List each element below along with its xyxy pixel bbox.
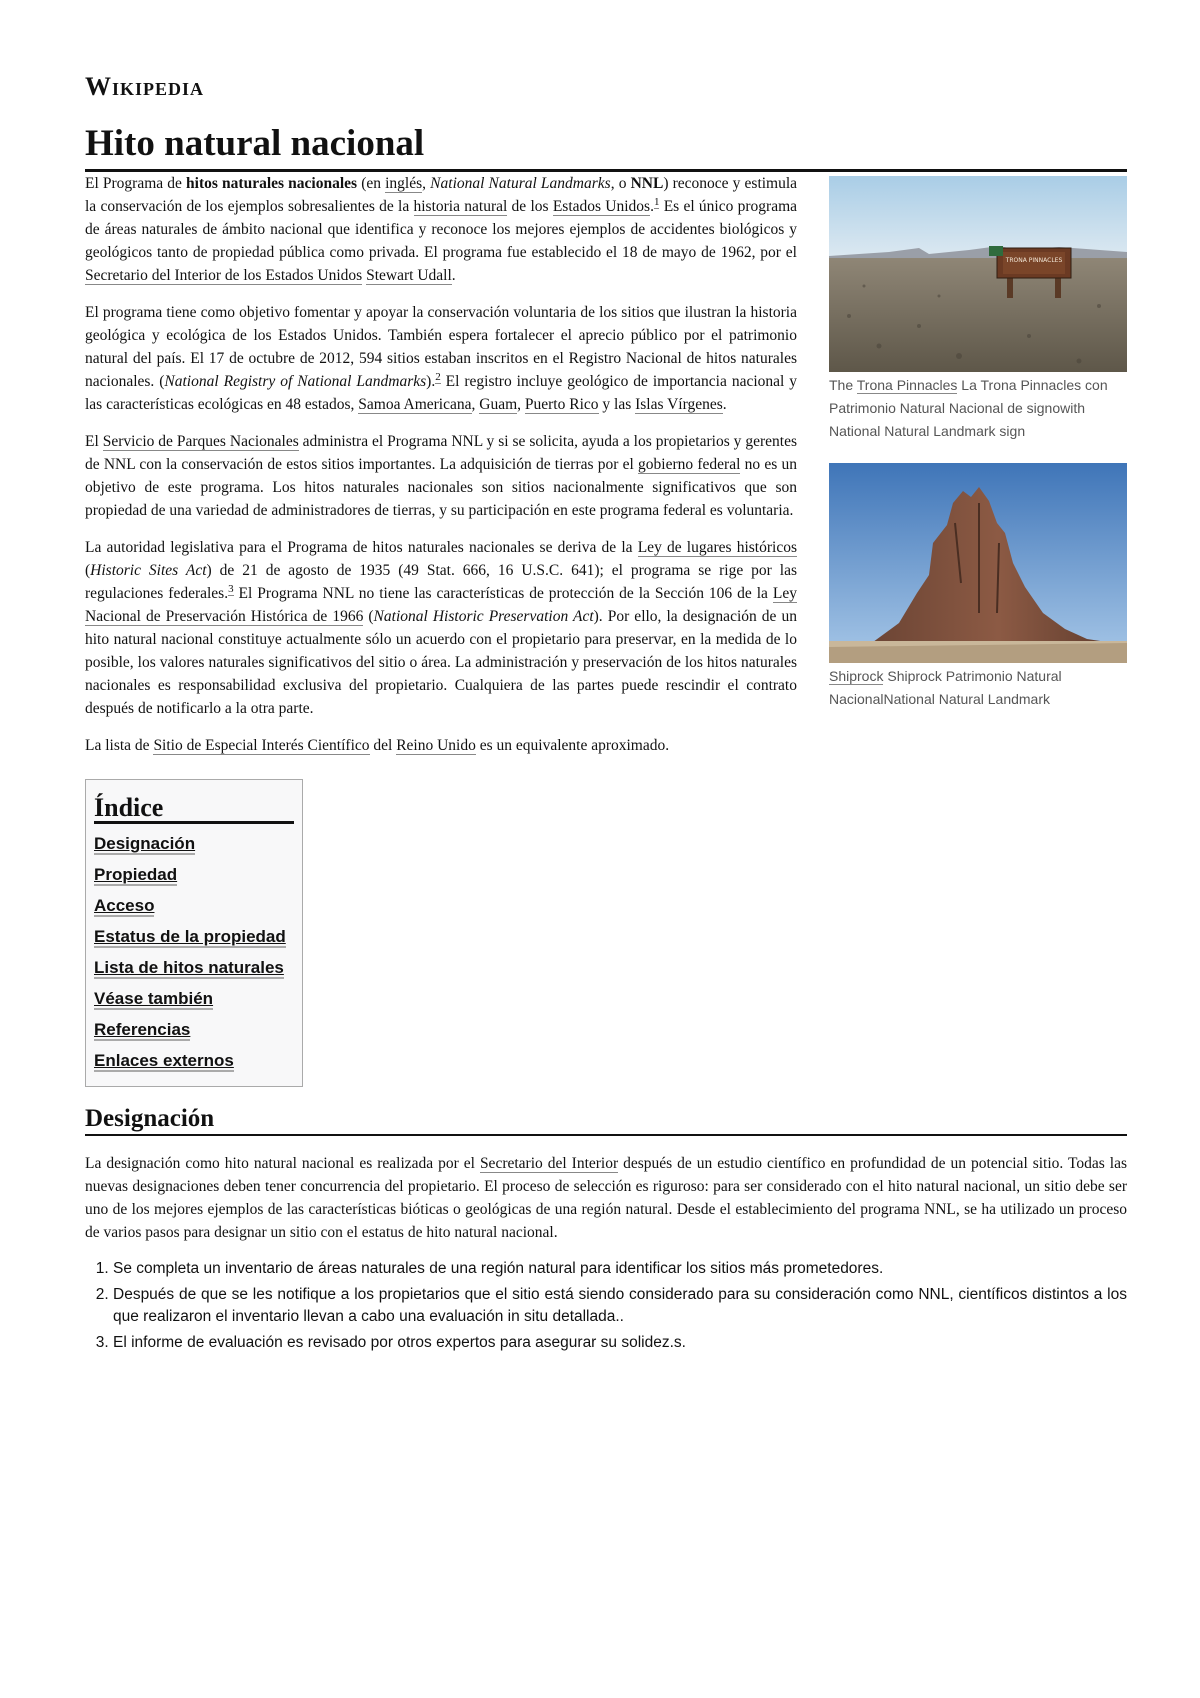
figure-caption-trona bbox=[829, 374, 1127, 443]
table-of-contents bbox=[85, 779, 303, 1087]
designacion-paragraph: La designación como hito natural nacional es realizada por el Secretario del Interior después de un estudio científico en profundidad de un potencial sitio. Todas las nuevas designaciones deben tener concurrencia del propietario. El proceso de selección es riguroso: para ser considerado con el hito natural nacional, un sitio debe ser uno de los mejores ejemplos de las características bióticas o geológicas de una región natural. Desde el establecimiento del programa NNL, se ha utilizado un proceso de varios pasos para designar un sitio con el estatus de hito natural nacional. bbox=[85, 1155, 1127, 1241]
trona-sign-text: TRONA PINNACLES bbox=[1005, 257, 1063, 264]
section-heading-designacion: Designación bbox=[85, 1107, 1127, 1136]
toc-item-vease[interactable]: Véase también bbox=[94, 989, 214, 1008]
intro-paragraph-5: La lista de Sitio de Especial Interés Científico del Reino Unido es un equivalente aproximado. bbox=[85, 737, 670, 754]
intro-paragraph-1: El Programa de hitos naturales nacionales (en inglés, National Natural Landmarks, o NNL) reconoce y estimula la conservación de los ejemplos sobresalientes de la historia natural de los Estados Unidos.$^1$ Es el único programa de áreas naturales de ámbito nacional que identifica y reconoce los mejores ejemplos de accidentes biológicos y geológicos tanto de propiedad pública como privada. El programa fue establecido el 18 de mayo de 1962, por el Secretario del Interior de los Estados Unidos Stewart Udall. bbox=[85, 175, 798, 284]
link-samoa-americana[interactable]: Samoa Americana bbox=[358, 396, 472, 413]
list-item: 3. El informe de evaluación es revisado por otros expertos para asegurar su solidez.s. bbox=[113, 1332, 1127, 1354]
link-estados-unidos[interactable]: Estados Unidos bbox=[552, 198, 651, 215]
intro-paragraph-2: El programa tiene como objetivo fomentar y apoyar la conservación voluntaria de los sitios que ilustran la historia geológica y ecológica de los Estados Unidos. También espera fortalecer el aprecio público por el patrimonio natural del país. El 17 de octubre de 2012, 594 sitios estaban inscritos en el Registro Nacional de hitos naturales nacionales. (National Registry of National Landmarks).$^2$ El registro incluye geológico de importancia nacional y las características ecológicas en 48 estados, Samoa Americana, Guam, Puerto Rico y las Islas Vírgenes. bbox=[85, 304, 798, 413]
link-stewart-udall[interactable]: Stewart Udall bbox=[366, 267, 452, 284]
toc-item-propiedad[interactable]: Propiedad bbox=[94, 865, 178, 884]
list-item: 2. Después de que se les notifique a los propietarios que el sitio está siendo considerado para su consideración como NNL, científicos distintos a los que realizaron el inventario llevan a cabo una evaluación in situ detallada.. bbox=[113, 1284, 1127, 1328]
link-guam[interactable]: Guam bbox=[479, 396, 518, 413]
figure-shiprock bbox=[829, 463, 1127, 711]
designation-steps-list bbox=[85, 1258, 1127, 1354]
link-ley-preservacion[interactable]: Ley Nacional de Preservación Histórica de 1966 bbox=[85, 585, 797, 625]
page-title: Hito natural nacional bbox=[85, 122, 1127, 172]
link-secretario-del-interior[interactable]: Secretario del Interior bbox=[479, 1155, 619, 1172]
footnote-link[interactable]: 3 bbox=[228, 582, 234, 595]
intro-paragraph-3: El Servicio de Parques Nacionales administra el Programa NNL y si se solicita, ayuda a los propietarios y gerentes de NNL con la conservación de estos sitios importantes. La adquisición de tierras por el gobierno federal no es un objetivo de este programa. Los hitos naturales nacionales son sitios nacionalmente significativos que son propiedad de una variedad de administradores de tierras, y su participación en este programa federal es voluntaria. bbox=[85, 433, 797, 519]
list-item: 1. Se completa un inventario de áreas naturales de una región natural para identificar los sitios más prometedores. bbox=[113, 1258, 1127, 1280]
trona-pinnacles-photo-icon[interactable] bbox=[829, 176, 1127, 372]
caption-text: The bbox=[829, 377, 857, 393]
link-historia-natural[interactable]: historia natural bbox=[413, 198, 508, 215]
link-gobierno-federal[interactable]: gobierno federal bbox=[638, 456, 741, 473]
footnote-link[interactable]: 1 bbox=[653, 195, 660, 208]
link-islas-virgenes[interactable]: Islas Vírgenes bbox=[635, 396, 723, 413]
intro-paragraph-4: La autoridad legislativa para el Programa de hitos naturales nacionales se deriva de la Ley de lugares históricos (Historic Sites Act) de 21 de agosto de 1935 (49 Stat. 666, 16 U.S.C. 641); el programa se rige por las regulaciones federales.$^3$ El Programa NNL no tiene las características de protección de la Sección 106 de la Ley Nacional de Preservación Histórica de 1966 (National Historic Preservation Act). Por ello, la designación de un hito natural nacional constituye actualmente sólo un acuerdo con el propietario para preservar, en la medida de lo posible, los valores naturales significativos del sitio o área. La administración y preservación de los hitos naturales nacionales es responsabilidad exclusiva del propietario. Cualquiera de las partes puede rescindir el contrato después de notificarlo a la otra parte. bbox=[85, 539, 797, 717]
link-sitio-especial[interactable]: Sitio de Especial Interés Científico bbox=[153, 737, 370, 754]
toc-item-referencias[interactable]: Referencias bbox=[94, 1020, 191, 1039]
trona-pinnacles-link[interactable]: Trona Pinnacles bbox=[856, 377, 958, 393]
toc-title: Índice bbox=[94, 796, 294, 824]
toc-item-designacion[interactable]: Designación bbox=[94, 834, 196, 853]
caption-text: Shiprock Patrimonio Natural NacionalNational Natural Landmark bbox=[829, 668, 1062, 707]
bold-term: NNL bbox=[630, 175, 664, 192]
shiprock-photo-icon[interactable] bbox=[829, 463, 1127, 663]
figure-trona bbox=[829, 176, 1127, 443]
figures-column bbox=[829, 176, 1127, 731]
toc-item-estatus[interactable]: Estatus de la propiedad bbox=[94, 927, 286, 946]
footnote-link[interactable]: 2 bbox=[435, 370, 441, 383]
link-ingles[interactable]: inglés bbox=[385, 175, 423, 192]
toc-item-lista[interactable]: Lista de hitos naturales bbox=[94, 958, 284, 977]
link-ley-lugares-historicos[interactable]: Ley de lugares históricos bbox=[637, 539, 797, 556]
toc-item-acceso[interactable]: Acceso bbox=[94, 896, 155, 915]
bold-term: hitos naturales nacionales bbox=[186, 175, 358, 192]
link-puerto-rico[interactable]: Puerto Rico bbox=[524, 396, 599, 413]
figure-caption-shiprock bbox=[829, 665, 1127, 711]
article-body bbox=[85, 172, 1127, 1354]
article-page bbox=[85, 72, 1127, 1358]
link-reino-unido[interactable]: Reino Unido bbox=[396, 737, 476, 754]
caption-text: La Trona Pinnacles con Patrimonio Natural Nacional de signowith National Natural Landmark sign bbox=[829, 377, 1108, 439]
link-servicio-parques[interactable]: Servicio de Parques Nacionales bbox=[102, 433, 299, 450]
wikipedia-logo[interactable]: Wikipedia bbox=[85, 72, 205, 101]
shiprock-link[interactable]: Shiprock bbox=[829, 668, 884, 684]
link-secretario-interior[interactable]: Secretario del Interior de los Estados Unidos bbox=[85, 267, 363, 284]
toc-item-enlaces[interactable]: Enlaces externos bbox=[94, 1051, 234, 1070]
